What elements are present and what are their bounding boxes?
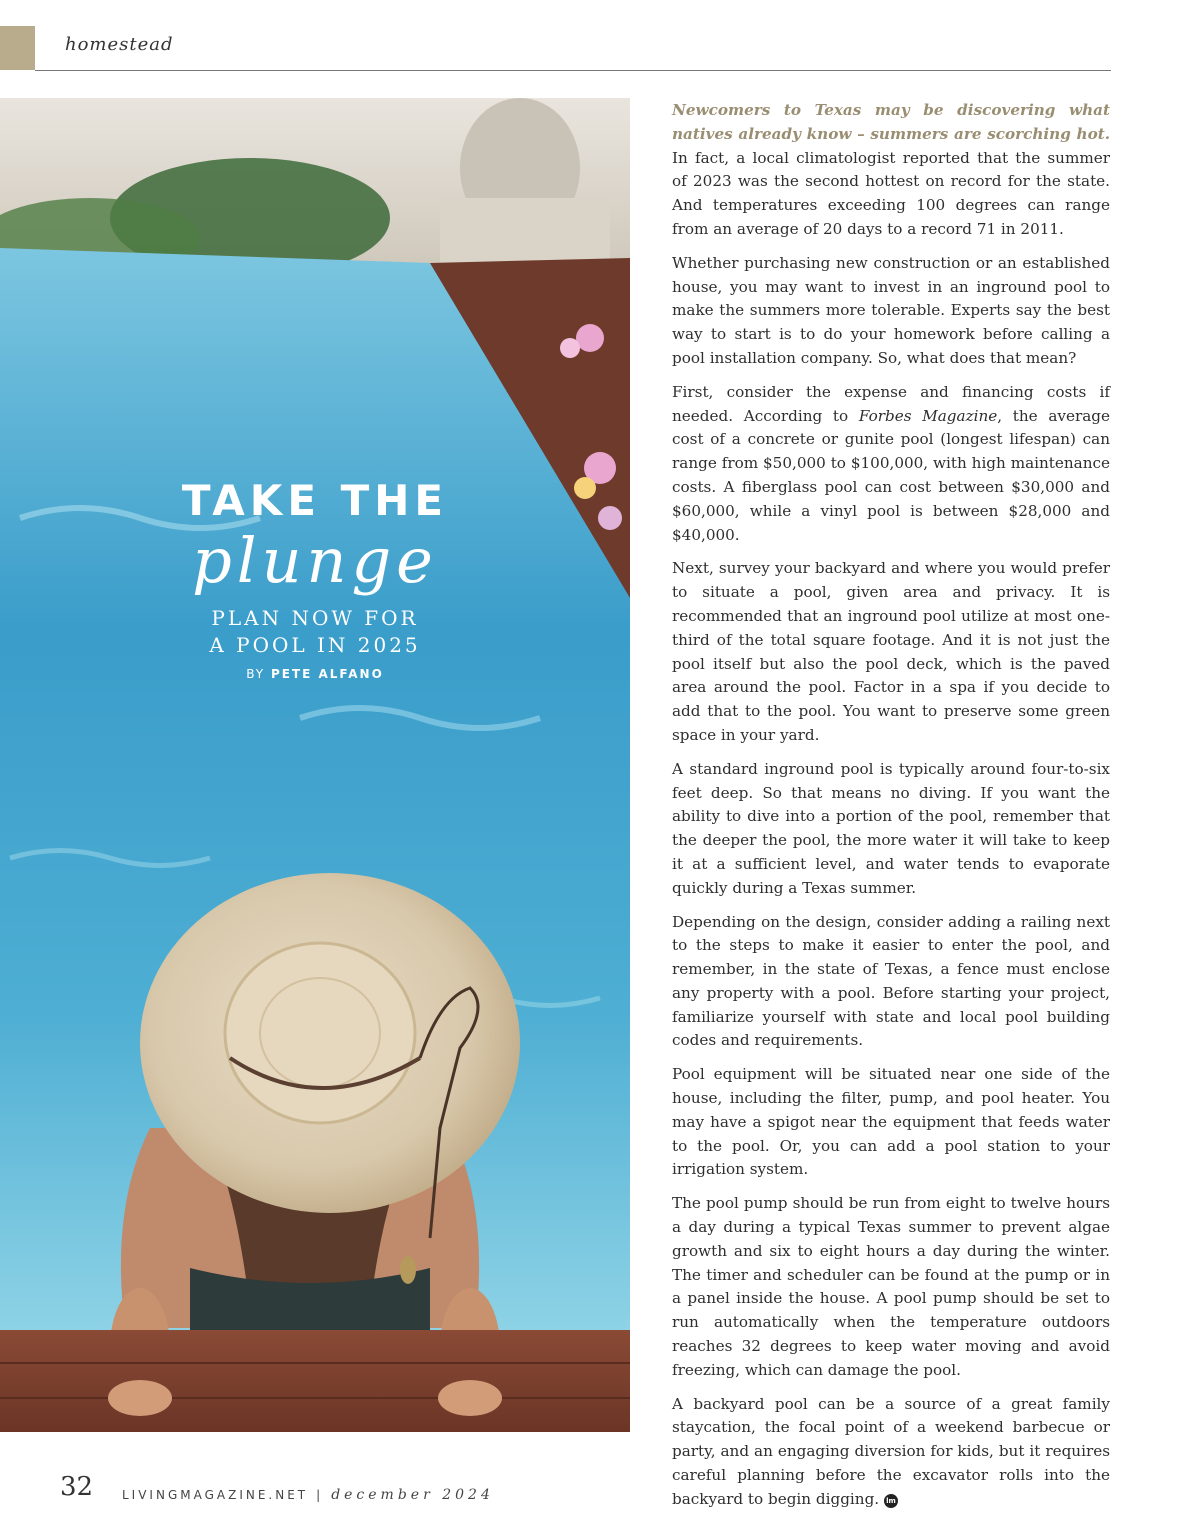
paragraph-7: Pool equipment will be situated near one side of the house, including the filter, pump, and pool heater. You may have a spigot near the equipment that feeds water to the pool. Or, you can add a pool station to your irrigation system. bbox=[672, 1065, 1110, 1179]
footer-credit bbox=[122, 1487, 494, 1503]
paragraph-1-text: In fact, a local climatologist reported that the summer of 2023 was the second hottest on record for the state. And temperatures exceeding 100 degrees can range from an average of 20 days to a record 71 in 2011. bbox=[672, 148, 1110, 238]
deck-line-2: A POOL IN 2025 bbox=[209, 633, 421, 657]
section-color-tab bbox=[0, 26, 35, 70]
paragraph-5: A standard inground pool is typically around four-to-six feet deep. So that means no diving. If you want the ability to dive into a portion of the pool, remember that the deeper the pool, the more water it will take to keep it at a sufficient level, and water tends to evaporate quickly during a Texas summer. bbox=[672, 759, 1110, 897]
footer-separator: | bbox=[316, 1488, 324, 1502]
section-label: homestead bbox=[65, 34, 174, 55]
byline bbox=[160, 667, 470, 681]
feature-headline bbox=[160, 475, 470, 681]
headline-deck bbox=[160, 605, 470, 659]
article-body bbox=[672, 99, 1110, 1522]
footer-site: LIVINGMAGAZINE.NET bbox=[122, 1488, 309, 1502]
end-mark-icon: lm bbox=[884, 1494, 898, 1508]
paragraph-1 bbox=[672, 99, 1110, 242]
paragraph-3 bbox=[672, 381, 1110, 548]
header-divider bbox=[35, 70, 1111, 71]
publication-name: Forbes Magazine bbox=[858, 406, 998, 425]
paragraph-9-text: A backyard pool can be a source of a great family staycation, the focal point of a weekend barbecue or party, and an engaging diversion for kids, but it requires careful planning before the excavator rolls into the backyard to begin digging. bbox=[672, 1394, 1110, 1508]
paragraph-6: Depending on the design, consider adding a railing next to the steps to make it easier to enter the pool, and remember, in the state of Texas, a fence must enclose any property with a pool. Before starting your project, familiarize yourself with state and local pool building codes and requirements. bbox=[672, 912, 1110, 1050]
paragraph-8: The pool pump should be run from eight to twelve hours a day during a typical Texas summer to prevent algae growth and six to eight hours a day during the winter. The timer and scheduler can be found at the pump or in a panel inside the house. A pool pump should be set to run automatically when the temperature outdoors reaches 32 degrees to keep water moving and avoid freezing, which can damage the pool. bbox=[672, 1194, 1110, 1379]
footer-issue: december 2024 bbox=[331, 1487, 494, 1503]
paragraph-2: Whether purchasing new construction or an established house, you may want to invest in an inground pool to make the summers more tolerable. Experts say the best way to start is to do your homework before calling a pool installation company. So, what does that mean? bbox=[672, 253, 1110, 367]
paragraph-4: Next, survey your backyard and where you would prefer to situate a pool, given area and privacy. It is recommended that an inground pool utilize at most one-third of the total square footage. And it is not just the pool itself but also the pool deck, which is the paved area around the pool. Factor in a spa if you decide to add that to the pool. You want to preserve some green space in your yard. bbox=[672, 559, 1110, 744]
pool-illustration bbox=[0, 98, 630, 1432]
deck-line-1: PLAN NOW FOR bbox=[211, 606, 419, 630]
headline-kicker: TAKE THE bbox=[181, 476, 449, 525]
article-lede: Newcomers to Texas may be discovering what natives already know – summers are scorching hot. bbox=[672, 101, 1110, 143]
page-number: 32 bbox=[60, 1472, 94, 1502]
pool-photo bbox=[0, 98, 630, 1432]
paragraph-3-text-a: First, consider the expense and financing costs if needed. According to bbox=[672, 382, 1110, 425]
byline-author: PETE ALFANO bbox=[270, 667, 384, 681]
paragraph-9 bbox=[672, 1393, 1110, 1512]
byline-prefix: BY bbox=[246, 667, 266, 681]
paragraph-3-text-b: , the average cost of a concrete or gunite pool (longest lifespan) can range from $50,000 to $100,000, with high maintenance costs. A fiberglass pool can cost between $30,000 and $60,000, while a vinyl pool is between $28,000 and $40,000. bbox=[672, 406, 1110, 544]
headline-title: plunge bbox=[192, 524, 438, 597]
